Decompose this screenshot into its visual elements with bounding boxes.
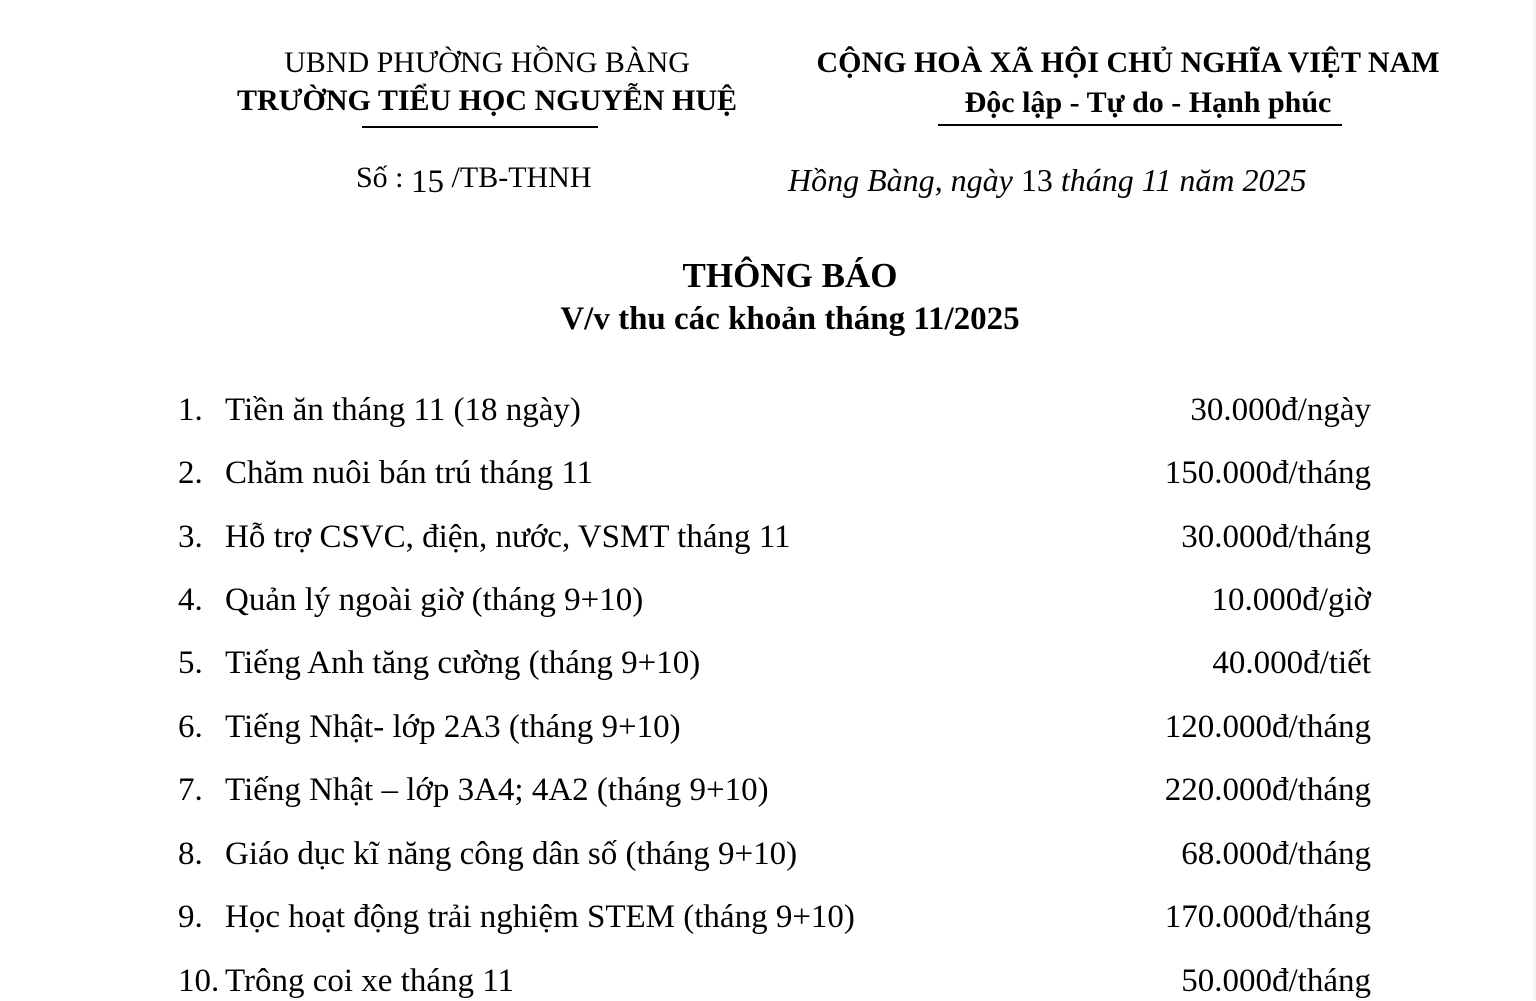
list-item <box>178 961 1371 1001</box>
item-number: 4. <box>178 582 203 618</box>
item-value: 68.000đ/tháng <box>1181 836 1371 872</box>
list-item <box>178 453 1371 493</box>
page-edge <box>1530 0 1536 1000</box>
date-place: Hồng Bàng, ngày <box>788 162 1013 198</box>
document-date <box>788 160 1306 200</box>
item-text: Chăm nuôi bán trú tháng 11 <box>225 455 594 491</box>
number-value: 15 <box>411 164 445 200</box>
item-value: 30.000đ/tháng <box>1181 519 1371 555</box>
item-value: 50.000đ/tháng <box>1181 963 1371 999</box>
item-value: 170.000đ/tháng <box>1164 899 1371 935</box>
list-item <box>178 580 1371 620</box>
item-number: 5. <box>178 645 203 681</box>
item-text: Quản lý ngoài giờ (tháng 9+10) <box>225 582 644 618</box>
list-item <box>178 897 1371 937</box>
motto-underline <box>938 124 1342 126</box>
issuing-authority: UBND PHƯỜNG HỒNG BÀNG <box>284 46 690 79</box>
item-number: 10. <box>178 963 220 999</box>
list-item <box>178 390 1371 430</box>
item-value: 220.000đ/tháng <box>1164 772 1371 808</box>
item-text: Học hoạt động trải nghiệm STEM (tháng 9+10) <box>225 899 855 935</box>
item-number: 9. <box>178 899 203 935</box>
date-day: 13 <box>1020 162 1053 198</box>
item-value: 10.000đ/giờ <box>1211 582 1371 618</box>
item-text: Tiếng Nhật – lớp 3A4; 4A2 (tháng 9+10) <box>225 772 769 808</box>
school-underline <box>362 126 598 128</box>
item-number: 2. <box>178 455 203 491</box>
item-value: 40.000đ/tiết <box>1212 645 1371 681</box>
item-number: 6. <box>178 709 203 745</box>
school-name: TRƯỜNG TIỂU HỌC NGUYỄN HUỆ <box>236 84 738 117</box>
item-text: Giáo dục kĩ năng công dân số (tháng 9+10) <box>225 836 798 872</box>
item-value: 150.000đ/tháng <box>1164 455 1371 491</box>
item-text: Tiếng Nhật- lớp 2A3 (tháng 9+10) <box>225 709 681 745</box>
item-number: 8. <box>178 836 203 872</box>
document-subtitle: V/v thu các khoản tháng 11/2025 <box>560 301 1020 337</box>
item-value: 30.000đ/ngày <box>1190 392 1371 428</box>
document-title: THÔNG BÁO <box>682 256 898 295</box>
number-suffix: /TB-THNH <box>451 161 592 194</box>
list-item <box>178 834 1371 874</box>
document-number <box>356 158 592 200</box>
list-item <box>178 770 1371 810</box>
date-rest: tháng 11 năm 2025 <box>1060 162 1307 198</box>
motto: Độc lập - Tự do - Hạnh phúc <box>964 86 1332 119</box>
list-item <box>178 707 1371 747</box>
country-name: CỘNG HOÀ XÃ HỘI CHỦ NGHĨA VIỆT NAM <box>816 46 1440 79</box>
item-text: Hỗ trợ CSVC, điện, nước, VSMT tháng 11 <box>225 519 791 555</box>
list-item <box>178 643 1371 683</box>
list-item <box>178 517 1371 557</box>
item-number: 7. <box>178 772 203 808</box>
item-text: Trông coi xe tháng 11 <box>225 963 515 999</box>
item-number: 3. <box>178 519 203 555</box>
number-prefix: Số : <box>356 161 404 194</box>
item-value: 120.000đ/tháng <box>1164 709 1371 745</box>
item-text: Tiếng Anh tăng cường (tháng 9+10) <box>225 645 701 681</box>
item-number: 1. <box>178 392 203 428</box>
item-text: Tiền ăn tháng 11 (18 ngày) <box>225 392 581 428</box>
